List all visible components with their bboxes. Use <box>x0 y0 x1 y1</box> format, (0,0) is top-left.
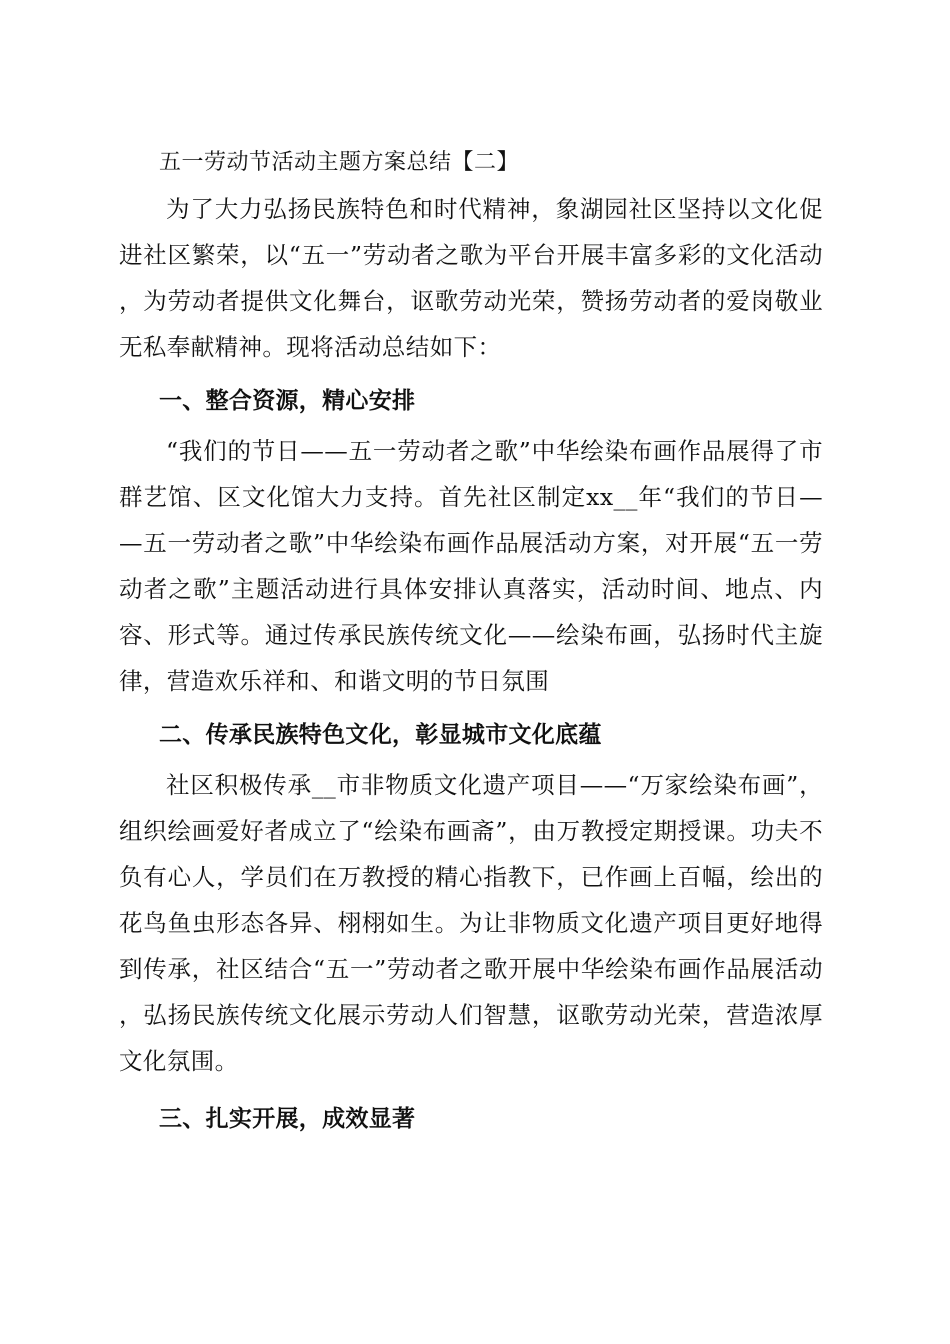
document-title: 五一劳动节活动主题方案总结【二】 <box>159 150 520 175</box>
section-2-heading: 二、传承民族特色文化，彰显城市文化底蕴 <box>159 722 602 748</box>
section-1-paragraph: “我们的节日——五一劳动者之歌”中华绘染布画作品展得了市群艺馆、区文化馆大力支持。首先社区制定xx__年“我们的节日——五一劳动者之歌”中华绘染布画作品展活动方案，对开展“五一劳动者之歌”主题活动进行具体安排认真落实，活动时间、地点、内容、形式等。通过传承民族传统文化——绘染布画，弘扬时代主旋律，营造欢乐祥和、和谐文明的节日氛围 <box>119 437 823 695</box>
section-3-heading: 三、扎实开展，成效显著 <box>159 1106 416 1132</box>
section-1-heading: 一、整合资源，精心安排 <box>159 388 416 414</box>
section-2-paragraph: 社区积极传承__市非物质文化遗产项目——“万家绘染布画”，组织绘画爱好者成立了“绘染布画斋”，由万教授定期授课。功夫不负有心人，学员们在万教授的精心指教下，已作画上百幅，绘出的花鸟鱼虫形态各异、栩栩如生。为让非物质文化遗产项目更好地得到传承，社区结合“五一”劳动者之歌开展中华绘染布画作品展活动，弘扬民族传统文化展示劳动人们智慧，讴歌劳动光荣，营造浓厚文化氛围。 <box>119 771 823 1075</box>
intro-paragraph: 为了大力弘扬民族特色和时代精神，象湖园社区坚持以文化促进社区繁荣，以“五一”劳动者之歌为平台开展丰富多彩的文化活动，为劳动者提供文化舞台，讴歌劳动光荣，赞扬劳动者的爱岗敬业无私奉献精神。现将活动总结如下： <box>119 195 823 361</box>
document-body <box>119 140 823 1146</box>
